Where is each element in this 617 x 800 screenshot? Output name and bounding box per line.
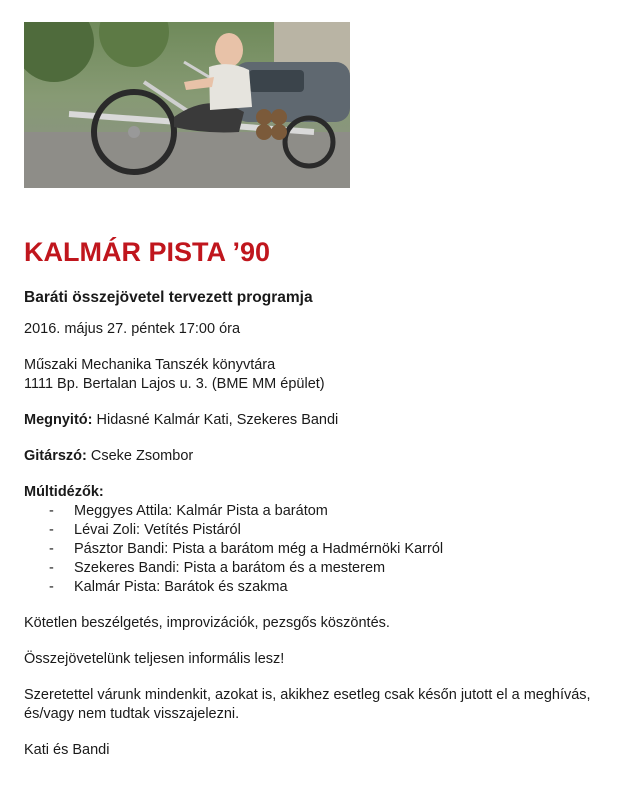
welcome-text: Szeretettel várunk mindenkit, azokat is, akikhez esetleg csak későn jutott el a meghívás, és/vagy nem tudtak visszajelezni. [24, 687, 591, 722]
header-photo [24, 22, 350, 188]
invitation-page [24, 236, 604, 760]
list-dash: - [49, 560, 54, 576]
speaker-text: Pásztor Bandi: Pista a barátom még a Hadmérnöki Karról [74, 541, 444, 557]
guitar-label: Gitárszó: [24, 448, 87, 464]
opener-line [24, 411, 604, 430]
event-subtitle: Baráti összejövetel tervezett programja [24, 289, 313, 306]
speaker-text: Meggyes Attila: Kalmár Pista a barátom [74, 503, 328, 519]
list-dash: - [49, 522, 54, 538]
venue-line-1: Műszaki Mechanika Tanszék könyvtára [24, 357, 276, 373]
memories-label: Múltidézők: [24, 484, 104, 500]
venue-line-2: 1111 Bp. Bertalan Lajos u. 3. (BME MM épület) [24, 376, 325, 392]
speaker-text: Lévai Zoli: Vetítés Pistáról [74, 522, 241, 538]
free-talk-text: Kötetlen beszélgetés, improvizációk, pezsgős köszöntés. [24, 615, 390, 631]
list-item [24, 521, 604, 540]
event-title: KALMÁR PISTA ’90 [24, 237, 271, 267]
list-item [24, 502, 604, 521]
event-venue [24, 356, 604, 394]
speaker-text: Szekeres Bandi: Pista a barátom és a mesterem [74, 560, 386, 576]
opener-label: Megnyitó: [24, 412, 93, 428]
speakers-list [24, 502, 604, 597]
guitar-value: Cseke Zsombor [86, 448, 194, 464]
list-item [24, 540, 604, 559]
list-dash: - [49, 579, 54, 595]
memories-section [24, 483, 604, 597]
list-dash: - [49, 503, 54, 519]
list-item [24, 559, 604, 578]
informal-text: Összejövetelünk teljesen informális lesz! [24, 651, 285, 667]
event-date: 2016. május 27. péntek 17:00 óra [24, 321, 241, 337]
guitar-line [24, 447, 604, 466]
trike-photo-icon [24, 22, 350, 188]
signature: Kati és Bandi [24, 742, 110, 758]
list-dash: - [49, 541, 54, 557]
speaker-text: Kalmár Pista: Barátok és szakma [74, 579, 288, 595]
opener-value: Hidasné Kalmár Kati, Szekeres Bandi [92, 412, 339, 428]
list-item [24, 578, 604, 597]
